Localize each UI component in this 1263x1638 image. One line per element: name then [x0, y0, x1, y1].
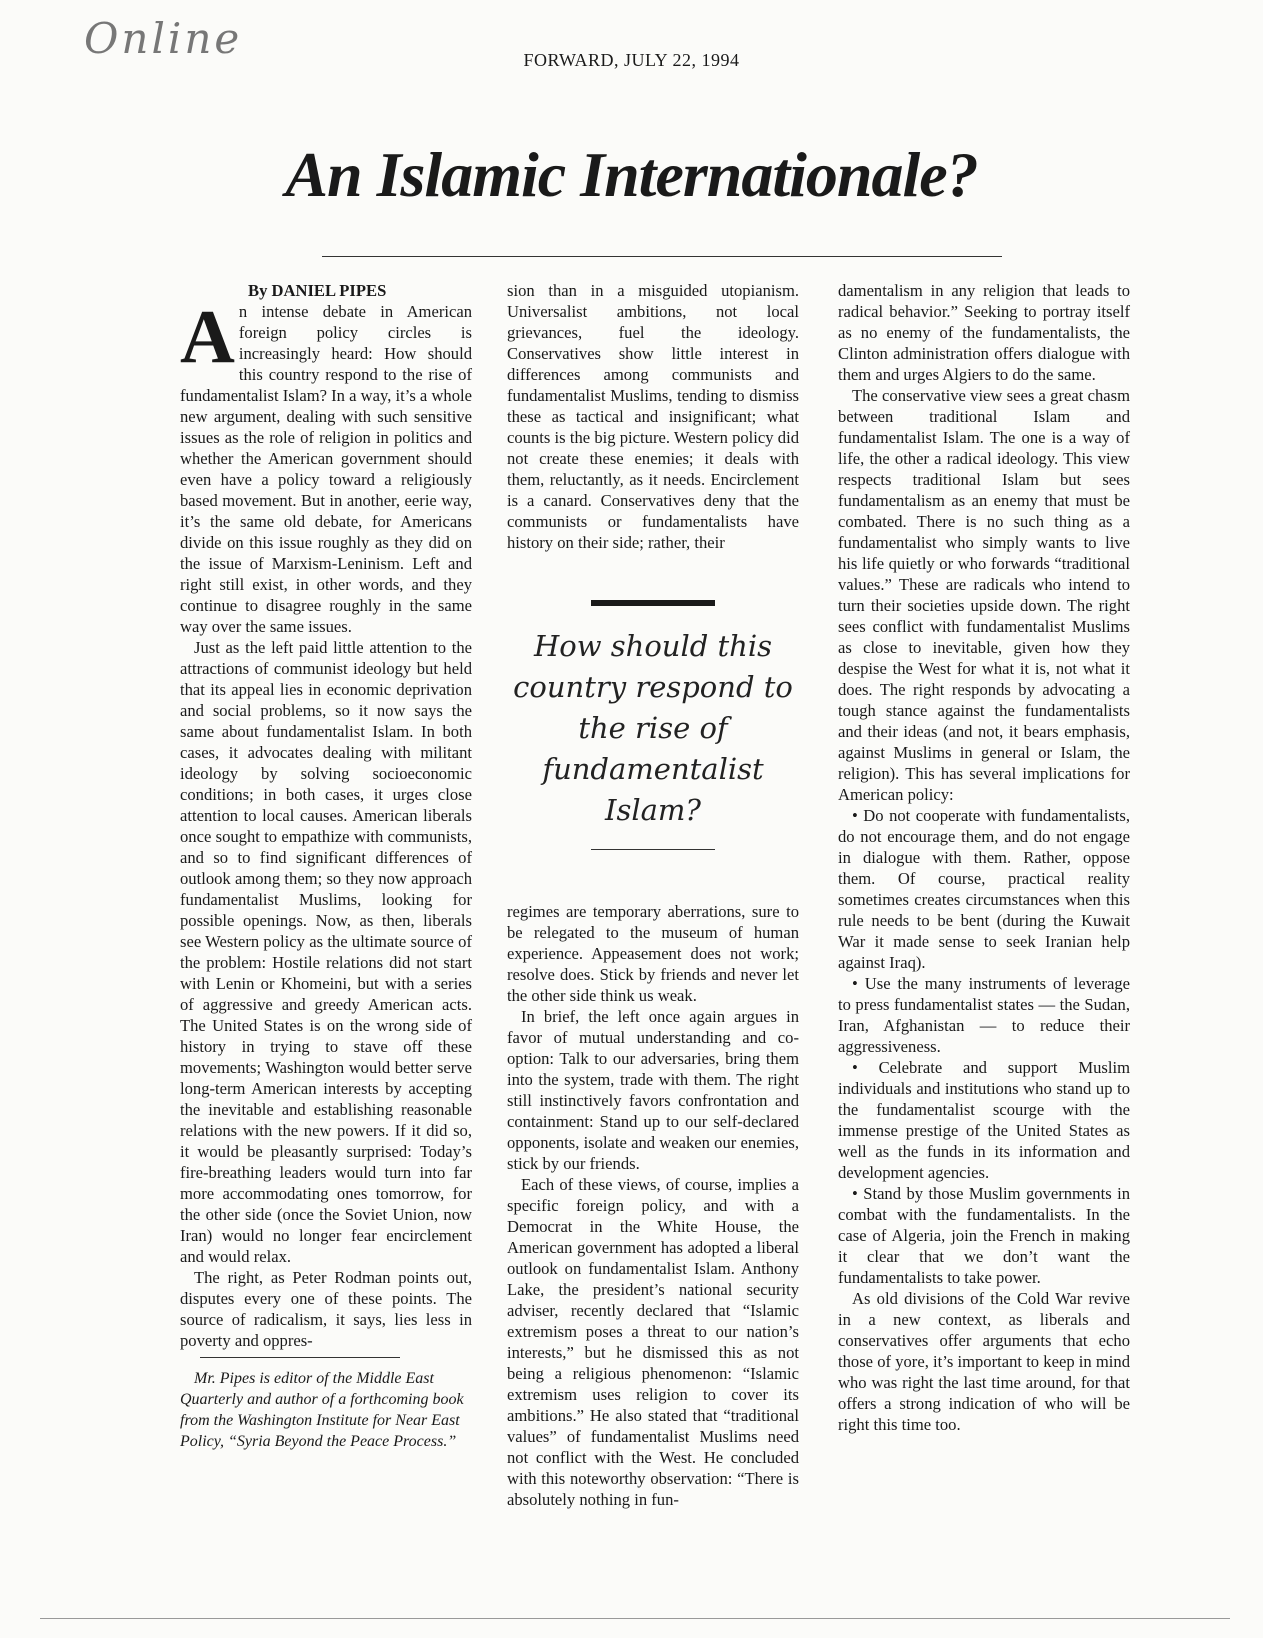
paragraph: Each of these views, of course, implies a specific foreign policy, and with a Democrat in the White House, the American government has adopted a liberal outlook on fundamentalist Islam. Anthony Lake, the president’s national security adviser, recently declared that “Islamic extremism poses a threat to our nation’s interests,” but he dismissed this as not being a religious phenomenon: “Islamic extremism uses religion to cover its ambitions.” He also stated that “traditional values” of fundamentalist Muslims need not conflict with the West. He concluded with this noteworthy observation: “There is absolutely nothing in fun- — [507, 1175, 799, 1509]
byline: By DANIEL PIPES — [248, 281, 387, 300]
bullet-item: • Use the many instruments of leverage to press fundamentalist states — the Sudan, Iran, Afghanistan — to reduce their aggressiveness. — [838, 974, 1130, 1056]
paragraph: damentalism in any religion that leads to radical behavior.” Seeking to portray itself as no enemy of the fundamentalists, the Clinton administration offers dialogue with them and urges Algiers to do the same. — [838, 281, 1130, 384]
bullet-item: • Do not cooperate with fundamentalists, do not encourage them, and do not engage in dialogue with them. Rather, oppose them. Of course, practical reality sometimes creates circumstances when this rule needs to be bent (during the Kuwait War it made sense to seek Iranian help against Iraq). — [838, 806, 1130, 972]
drop-cap: A — [180, 295, 235, 379]
paragraph: Just as the left paid little attention to the attractions of communist ideology but held that its appeal lies in economic deprivation and social problems, so it now says the same about fundamentalist Islam. In both cases, it advocates dealing with militant ideology by solving socioeconomic conditions; in both cases, it urges close attention to local causes. American liberals once sought to empathize with communists, and so to find significant differences of outlook among them; so they now approach fundamentalist Muslims, looking for possible openings. Now, as then, liberals see Western policy as the ultimate source of the problem: Hostile relations did not start with Lenin or Khomeini, but with a series of aggressive and greedy American acts. The United States is on the wrong side of history in trying to stave off these movements; Washington would better serve long-term American interests by accepting the inevitable and establishing reasonable relations with the new powers. If it did so, it would be pleasantly surprised: Today’s fire-breathing leaders would turn into far more accommodating ones tomorrow, for the other side (once the Soviet Union, now Iran) would no longer fear encirclement and would relax. — [180, 638, 472, 1266]
headline: An Islamic Internationale? — [285, 139, 978, 210]
pull-quote-bar — [591, 600, 715, 606]
paragraph: sion than in a misguided utopianism. Universalist ambitions, not local grievances, fuel the ideology. Conservatives show little interest in differences among communists and fundamentalist Muslims, tending to dismiss these as tactical and insignificant; what counts is the big picture. Western policy did not create these enemies; it deals with them, reluctantly, as it needs. Encirclement is a canard. Conservatives deny that the communists or fundamentalists have history on their side; rather, their — [507, 281, 799, 552]
paragraph: The conservative view sees a great chasm between traditional Islam and fundamentalist Islam. The one is a way of life, the other a radical ideology. This view respects traditional Islam but sees fundamentalism as an enemy that must be combated. There is no such thing as a fundamentalist who simply wants to live his life quietly or who forwards “traditional values.” These are radicals who intend to turn their societies upside down. The right sees conflict with fundamentalist Muslims as close to inevitable, given how they despise the West for what it is, not what it does. The right responds by advocating a tough stance against the fundamentalists and their ideas (and not, it bears emphasis, against Muslims in general or Islam, the religion). This has several implications for American policy: — [838, 386, 1130, 804]
bullet-item: • Celebrate and support Muslim individuals and institutions who stand up to the fundamentalist scourge with the immense prestige of the United States as well as the funds in its information and development agencies. — [838, 1058, 1130, 1182]
paragraph: The right, as Peter Rodman points out, disputes every one of these points. The source of radicalism, it says, lies less in poverty and oppres- — [180, 1268, 472, 1350]
paragraph: As old divisions of the Cold War revive in a new context, as liberals and conservatives offer arguments that echo those of yore, it’s important to keep in mind who was right the last time around, for that offers a strong indication of who will be right this time too. — [838, 1289, 1130, 1434]
column-3 — [838, 280, 1130, 1435]
paragraph: regimes are temporary aberrations, sure to be relegated to the museum of human experience. Appeasement does not work; resolve does. Stick by friends and never let the other side think us weak. — [507, 902, 799, 1005]
bullet-item: • Stand by those Muslim governments in combat with the fundamentalists. In the case of Algeria, join the French in making it clear that we don’t want the fundamentalists to take power. — [838, 1184, 1130, 1287]
pull-quote — [507, 600, 799, 850]
pull-quote-rule — [591, 849, 715, 850]
headline-rule — [322, 256, 1002, 257]
handwritten-annotation: Online — [84, 14, 243, 63]
author-note-rule — [200, 1357, 400, 1358]
author-note: Mr. Pipes is editor of the Middle East Quarterly and author of a forthcoming book from the Washington Institute for Near East Policy, “Syria Beyond the Peace Process.” — [180, 1370, 464, 1450]
pull-quote-text: How should this country respond to the rise of fundamentalist Islam? — [513, 629, 793, 827]
column-2 — [507, 280, 799, 553]
column-2-continued — [507, 901, 799, 1510]
paragraph: An intense debate in American foreign policy circles is increasingly heard: How should this country respond to the rise of fundamentalist Islam? In a way, it’s a whole new argument, dealing with such sensitive issues as the role of religion in politics and whether the American government should even have a policy toward a religiously based movement. But in another, eerie way, it’s the same old debate, for Americans divide on this issue roughly as they did on the issue of Marxism-Leninism. Left and right still exist, in other words, and they continue to disagree roughly in the same way over the same issues. — [180, 295, 472, 636]
column-1 — [180, 280, 472, 1452]
paragraph: In brief, the left once again argues in favor of mutual understanding and co-option: Talk to our adversaries, bring them into the system, trade with them. The right still instinctively favors confrontation and containment: Stand up to our self-declared opponents, isolate and weaken our enemies, stick by our friends. — [507, 1007, 799, 1173]
page-bottom-rule — [40, 1618, 1230, 1619]
dateline: FORWARD, JULY 22, 1994 — [523, 50, 740, 70]
